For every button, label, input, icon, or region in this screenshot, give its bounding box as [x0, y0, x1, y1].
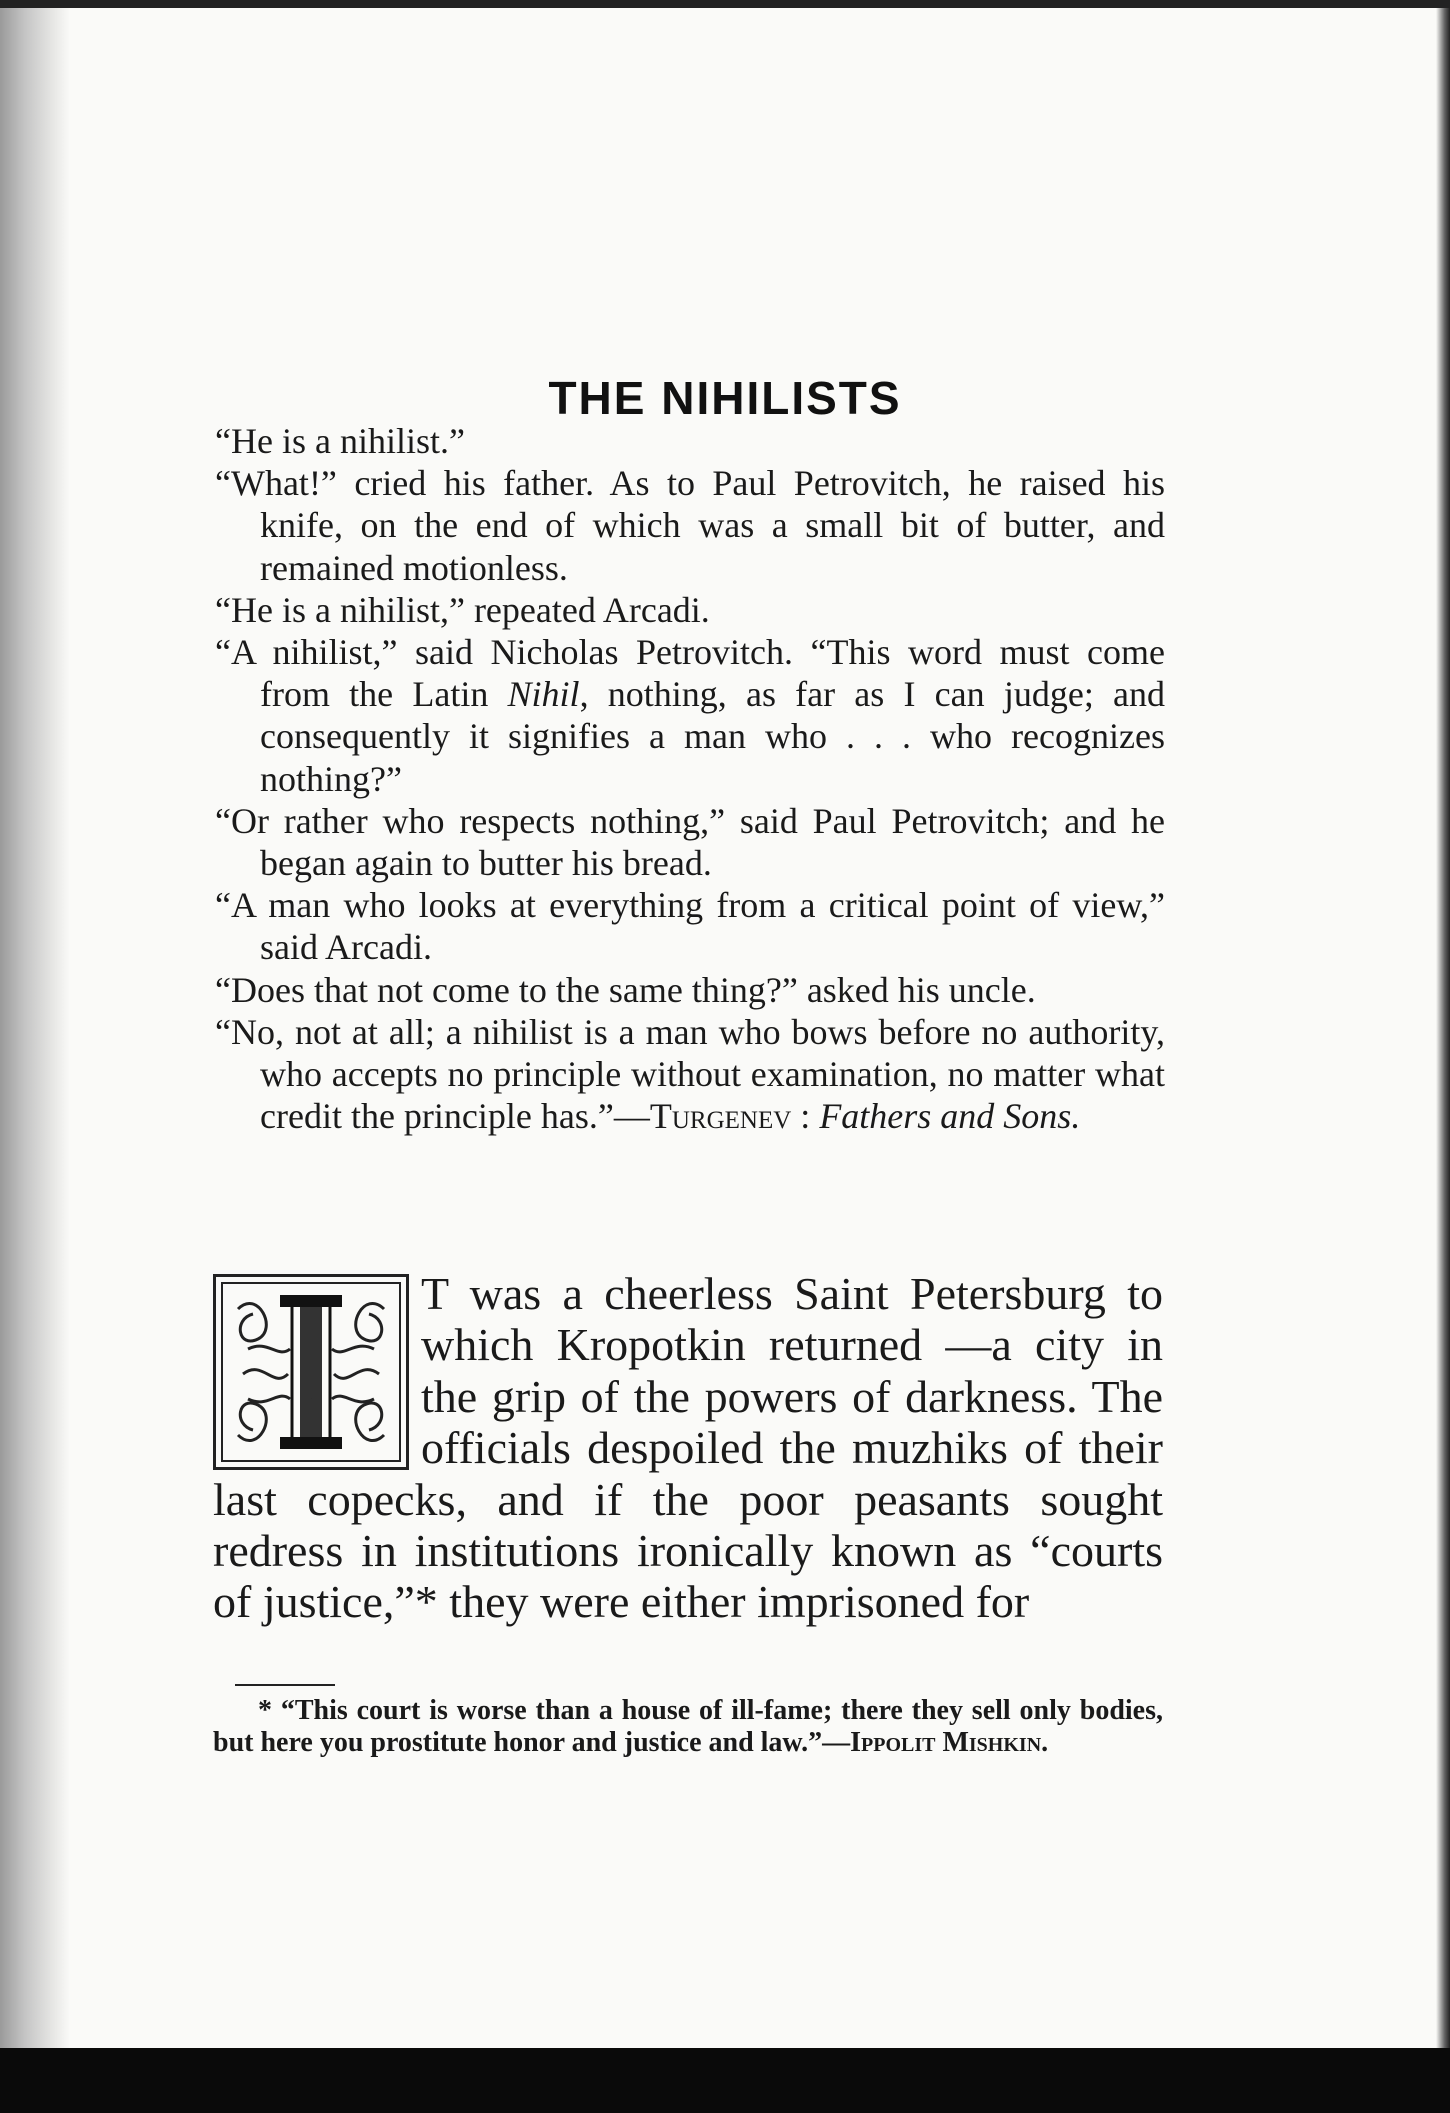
epigraph-line: [215, 631, 1165, 800]
footnote-text: * “This court is worse than a house of ill-fame; there they sell only bodies, but here you prostitute honor and justice and law.”—: [213, 1695, 1163, 1758]
epigraph-line: “He is a nihilist.”: [215, 421, 465, 461]
drop-cap: [213, 1274, 409, 1470]
footnote: [213, 1695, 1163, 1759]
body-text: T was a cheerless Saint Petersburg to which Kropotkin returned —a city in the grip of the powers of darkness. The officials despoiled the muzhiks of their last copecks, and if the poor peasants sought redress in institutions ironically known as “courts of justice,”* they were either imprisoned for: [213, 1268, 1163, 1628]
epigraph-text: “A nihilist,” said Nicholas Petrovitch. “This word must come from the Latin: [215, 632, 1165, 715]
epigraph-line: “Or rather who respects nothing,” said Paul Petrovitch; and he began again to butter his bread.: [215, 800, 1165, 884]
right-page-edge: [1436, 8, 1450, 2048]
drop-cap-letter: I: [310, 1399, 312, 1400]
left-gutter-shadow: [0, 8, 70, 2048]
epigraph-line: “Does that not come to the same thing?” asked his uncle.: [215, 969, 1036, 1010]
footnote-author: Ippolit Mishkin.: [850, 1727, 1049, 1758]
epigraph-text: , nothing, as far as I can judge; and consequently it signifies a man who . . . who recognizes nothing?”: [260, 674, 1165, 799]
ornamental-drop-cap-icon: [218, 1279, 404, 1465]
epigraph-line: [215, 1011, 1165, 1138]
chapter-title: THE NIHILISTS: [548, 371, 902, 424]
attribution-work: Fathers and Sons.: [819, 1096, 1081, 1137]
bottom-scan-edge: [0, 2048, 1450, 2113]
attribution-separator: :: [791, 1096, 820, 1137]
epigraph-line: “A man who looks at everything from a critical point of view,” said Arcadi.: [215, 885, 1165, 968]
footnote-rule: [235, 1684, 335, 1686]
epigraph: [215, 420, 1165, 1137]
epigraph-text: “No, not at all; a nihilist is a man who bows before no authority, who accepts no principle without examination, no matter what credit the principle has.”—: [215, 1011, 1165, 1137]
epigraph-line: “He is a nihilist,” repeated Arcadi.: [215, 589, 710, 630]
epigraph-line: “What!” cried his father. As to Paul Petrovitch, he raised his knife, on the end of which was a small bit of butter, and remained motionless.: [215, 463, 1165, 588]
footnote-text-line: [213, 1695, 1163, 1759]
body-paragraph: [213, 1268, 1163, 1628]
latin-word: Nihil: [507, 674, 580, 715]
attribution-author: Turgenev: [649, 1096, 792, 1137]
top-page-edge: [0, 0, 1450, 8]
